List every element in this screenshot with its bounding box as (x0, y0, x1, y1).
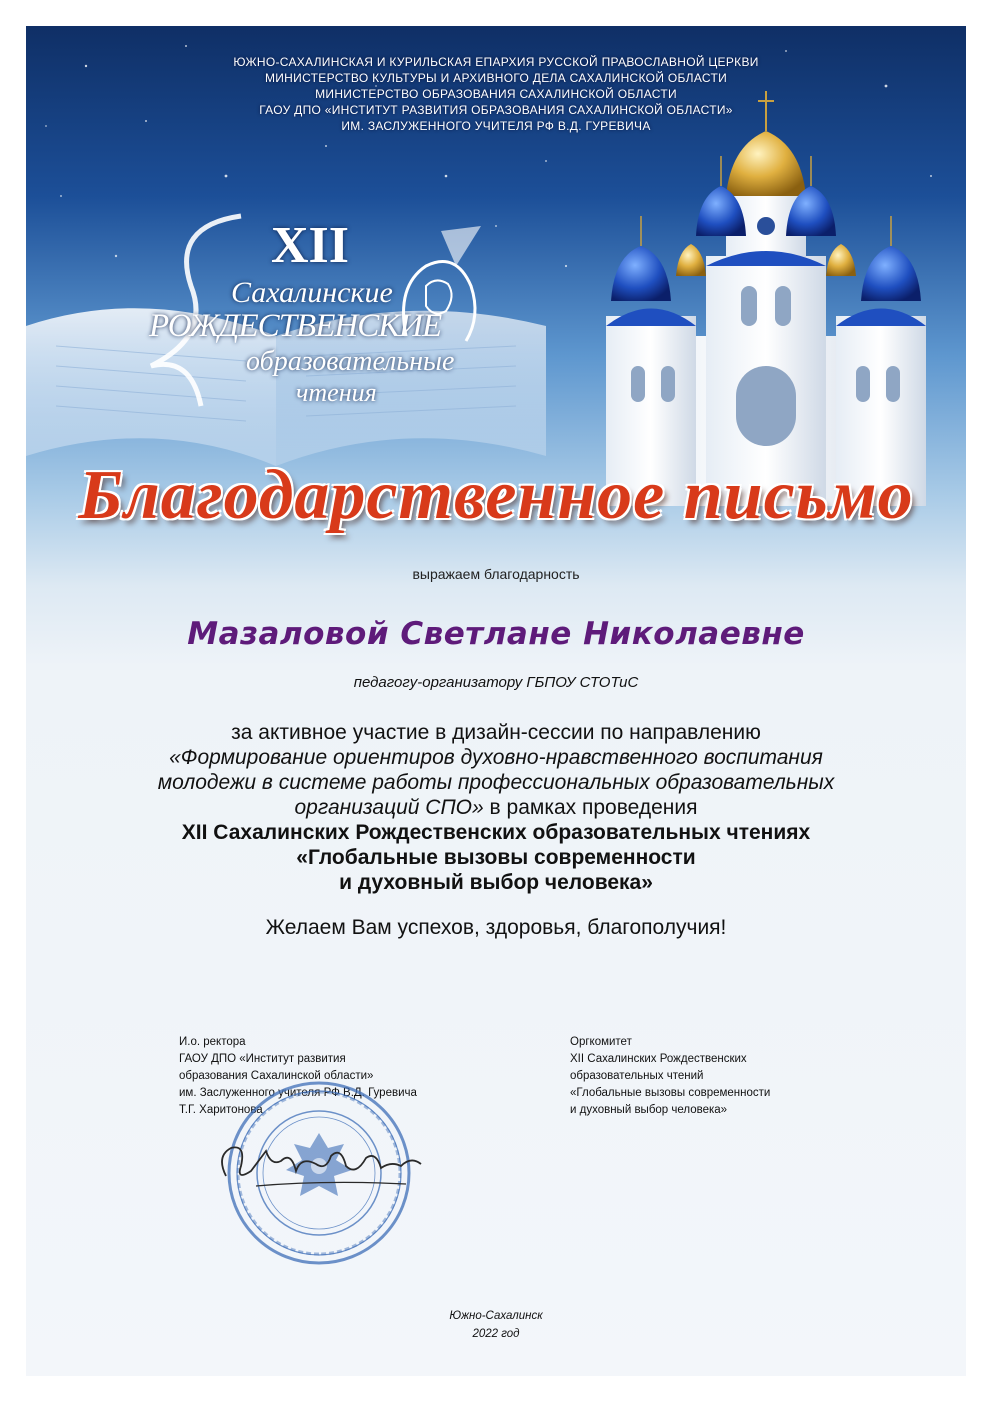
certificate-letter (26, 26, 966, 1376)
signatory-left-line: им. Заслуженного учителя РФ В.Д. Гуревича (179, 1087, 417, 1099)
footer-year: 2022 год (472, 1328, 520, 1340)
organizer-line: ИМ. ЗАСЛУЖЕННОГО УЧИТЕЛЯ РФ В.Д. ГУРЕВИЧА (341, 119, 651, 133)
logo-line-3: образовательные (246, 346, 455, 377)
recipient-name: Мазаловой Светлане Николаевне (187, 616, 805, 652)
signatory-right-line: образовательных чтений (570, 1070, 704, 1082)
citation-line-4 (26, 795, 966, 820)
handwritten-signature (206, 1136, 446, 1196)
madonna-logo-icon (386, 226, 486, 346)
signatory-right-line: «Глобальные вызовы современности (570, 1087, 771, 1099)
signatory-right (570, 1034, 770, 1119)
citation-line-2: «Формирование ориентиров духовно-нравственного воспитания (169, 746, 823, 769)
wish-line: Желаем Вам успехов, здоровья, благополучия! (265, 916, 727, 939)
organizer-line: ГАОУ ДПО «ИНСТИТУТ РАЗВИТИЯ ОБРАЗОВАНИЯ САХАЛИНСКОЙ ОБЛАСТИ» (259, 103, 733, 117)
logo-line-1: Сахалинские (231, 276, 393, 309)
signatory-left-line: образования Сахалинской области» (179, 1070, 374, 1082)
organizer-line: МИНИСТЕРСТВО КУЛЬТУРЫ И АРХИВНОГО ДЕЛА САХАЛИНСКОЙ ОБЛАСТИ (264, 71, 728, 85)
event-theme-line-1: «Глобальные вызовы современности (296, 846, 696, 869)
citation-line-1: за активное участие в дизайн-сессии по направлению (231, 721, 761, 744)
logo-line-4: чтения (296, 378, 377, 407)
logo-line-2: РОЖДЕСТВЕНСКИЕ (149, 308, 442, 344)
footer-city: Южно-Сахалинск (449, 1310, 543, 1322)
event-name-line: XII Сахалинских Рождественских образовательных чтениях (181, 821, 811, 844)
citation-line-4-italic: организаций СПО» (294, 796, 484, 819)
signatory-right-line: XII Сахалинских Рождественских (570, 1053, 747, 1065)
citation-line-4-rest: в рамках проведения (483, 796, 698, 819)
organizer-line: ЮЖНО-САХАЛИНСКАЯ И КУРИЛЬСКАЯ ЕПАРХИЯ РУССКОЙ ПРАВОСЛАВНОЙ ЦЕРКВИ (233, 55, 759, 69)
recipient-position: педагогу-организатору ГБПОУ СТОТиС (353, 674, 639, 691)
logo-number: XII (271, 217, 350, 274)
event-theme-line-2: и духовный выбор человека» (339, 871, 653, 894)
citation-text (26, 720, 966, 895)
signatory-right-line: и духовный выбор человека» (570, 1104, 728, 1116)
title-block (26, 456, 966, 536)
signatory-left-line: И.о. ректора (179, 1036, 246, 1048)
citation-line-3: молодежи в системе работы профессиональных образовательных (157, 771, 835, 794)
cathedral-illustration (586, 86, 946, 506)
gratitude-line: выражаем благодарность (412, 566, 580, 582)
signatory-left-line: ГАОУ ДПО «Институт развития (179, 1053, 346, 1065)
signatory-left-line: Т.Г. Харитонова (179, 1104, 263, 1116)
readings-logo (131, 196, 491, 426)
organizer-line: МИНИСТЕРСТВО ОБРАЗОВАНИЯ САХАЛИНСКОЙ ОБЛАСТИ (315, 87, 677, 101)
document-title: Благодарственное письмо (78, 457, 914, 534)
signatory-right-line: Оргкомитет (570, 1036, 632, 1048)
